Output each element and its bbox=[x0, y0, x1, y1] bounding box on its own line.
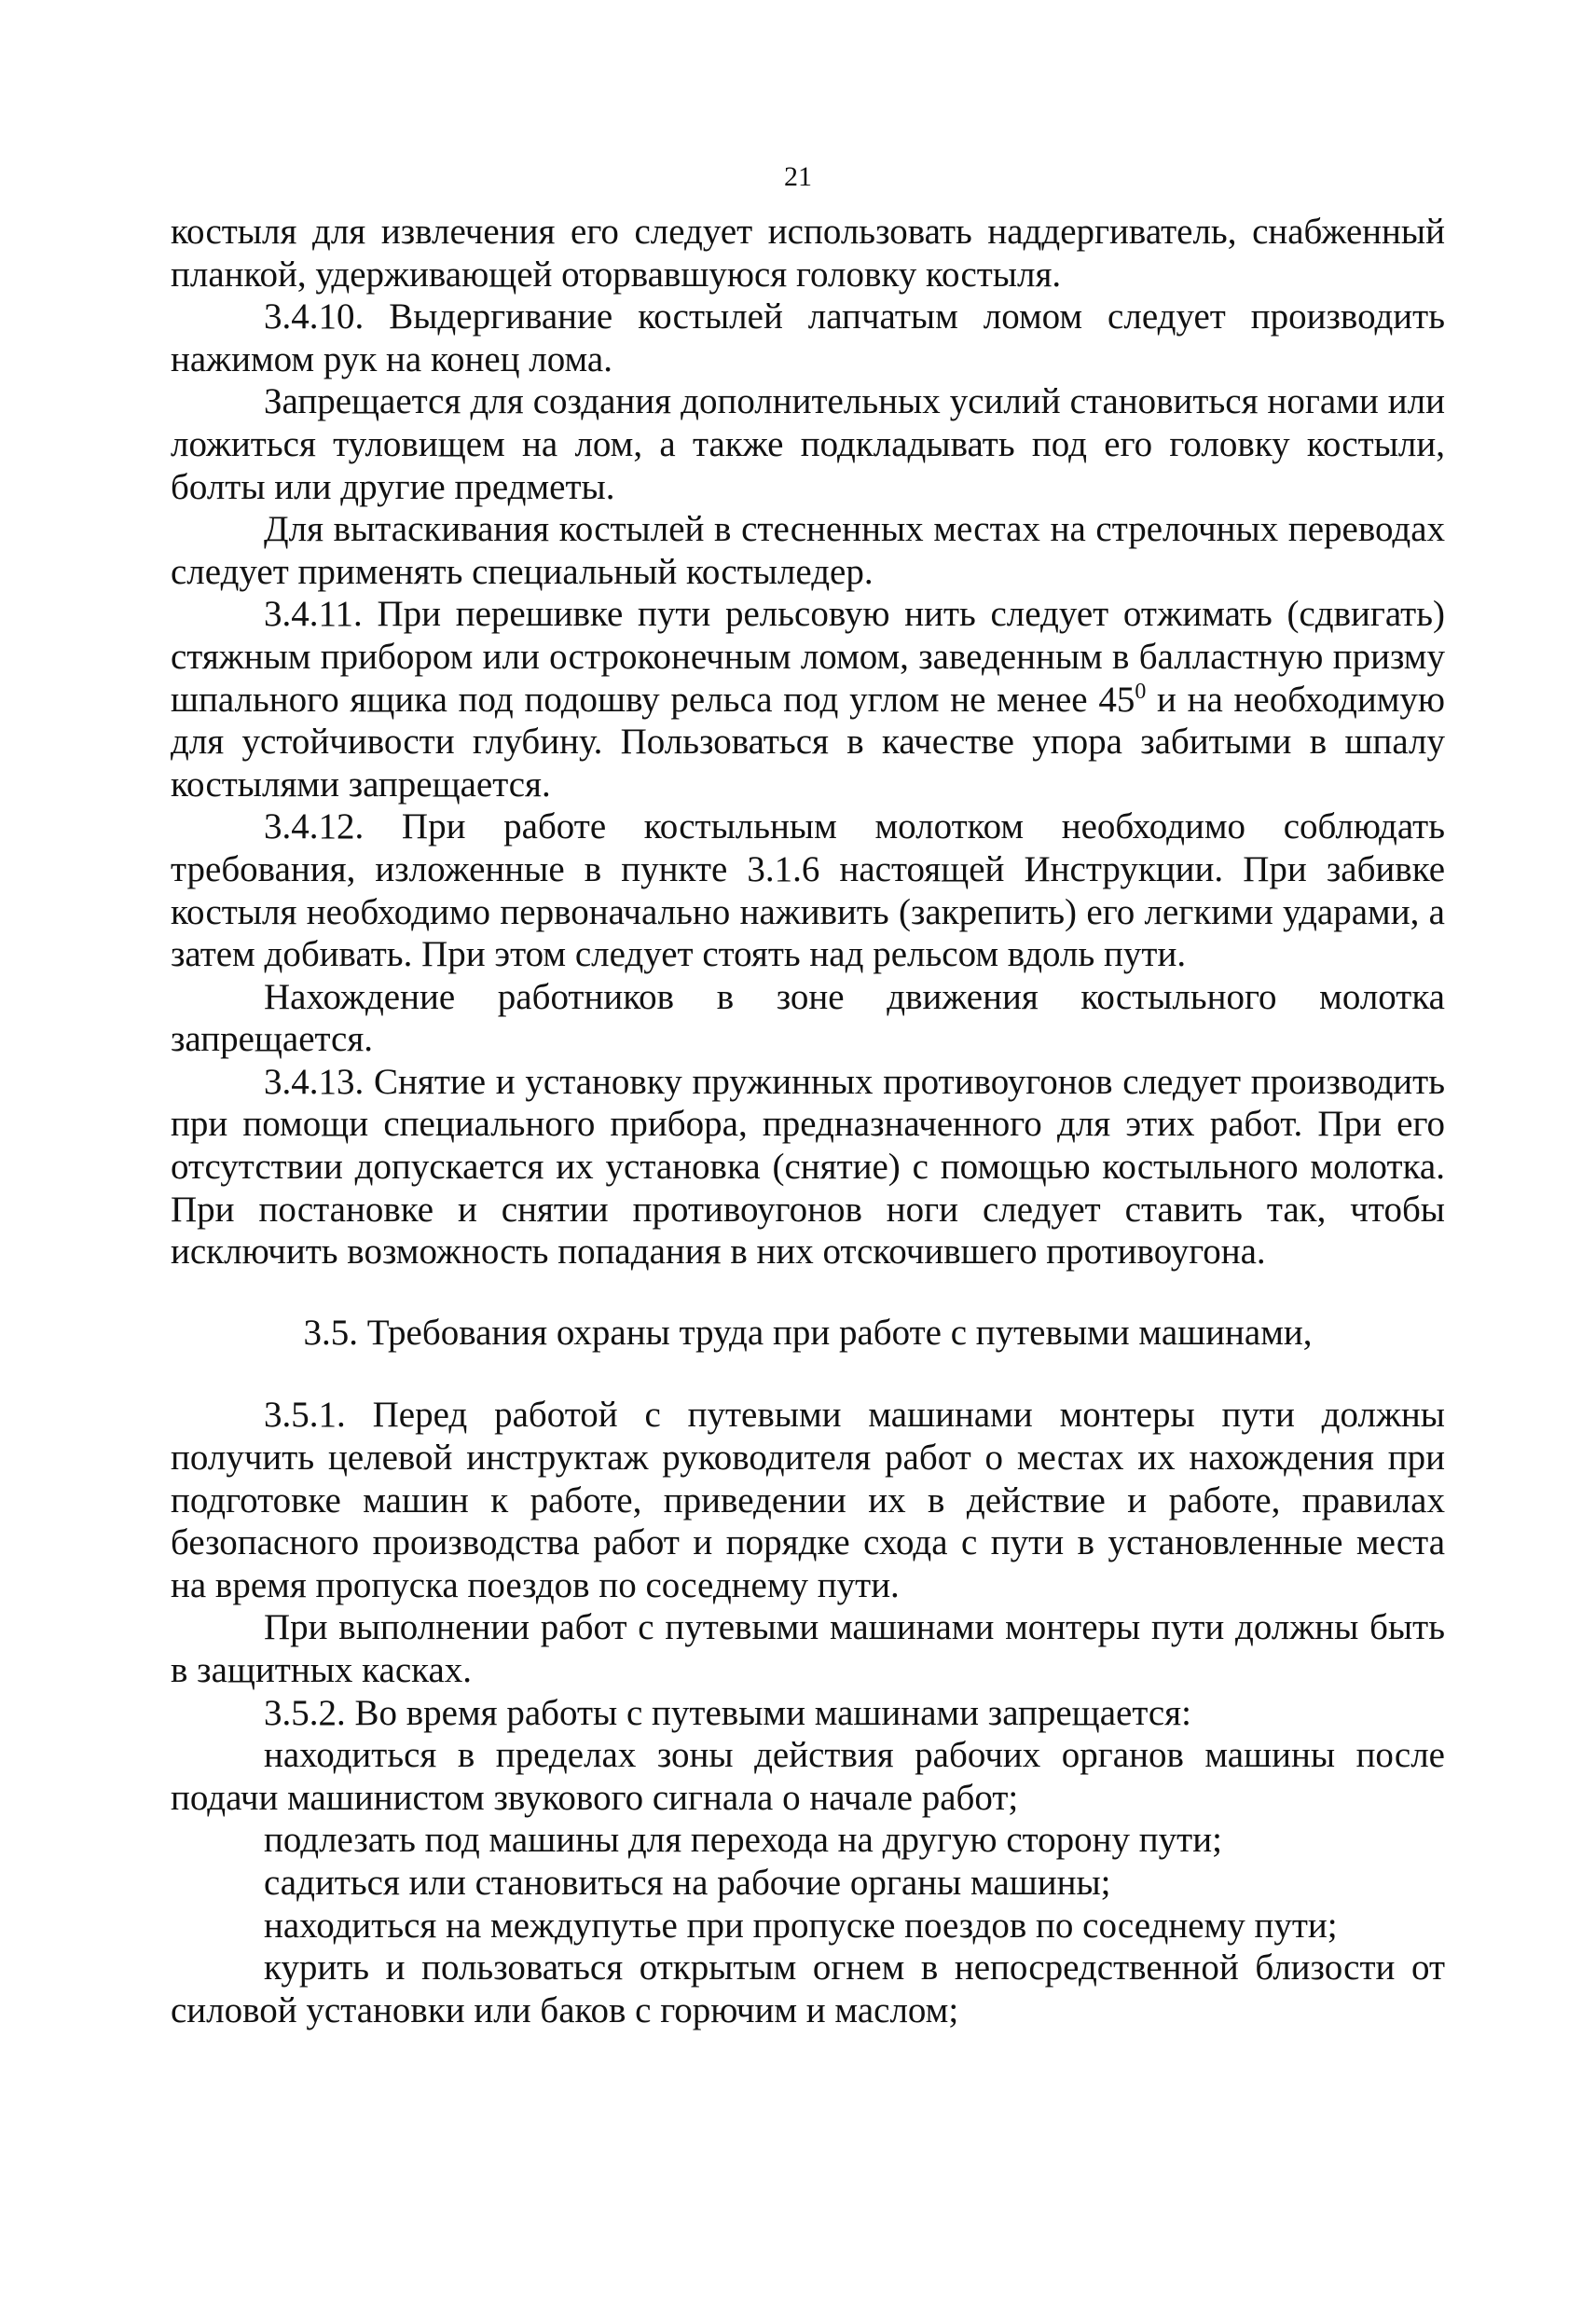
degree-superscript: 0 bbox=[1135, 679, 1147, 704]
list-item-smoking: курить и пользоваться открытым огнем в непосредственной близости от силовой установки или баков с горючим и маслом; bbox=[171, 1947, 1445, 2030]
paragraph-3-5-2: 3.5.2. Во время работы с путевыми машинами запрещается: bbox=[264, 1692, 1191, 1733]
paragraph-spike-puller: Для вытаскивания костылей в стесненных местах на стрелочных переводах следует применять специальный костыледер. bbox=[171, 509, 1445, 592]
list-item-sit-on-organs: садиться или становиться на рабочие органы машины; bbox=[264, 1862, 1111, 1903]
list-item-work-zone: находиться в пределах зоны действия рабочих органов машины после подачи машинистом звукового сигнала о начале работ; bbox=[171, 1735, 1445, 1818]
document-body bbox=[171, 211, 1445, 2031]
paragraph-helmets: При выполнении работ с путевыми машинами монтеры пути должны быть в защитных касках. bbox=[171, 1607, 1445, 1690]
paragraph-3-4-11 bbox=[171, 593, 1445, 805]
paragraph-3-4-13: 3.4.13. Снятие и установку пружинных противоугонов следует производить при помощи специального прибора, предназначенного для этих работ. При его отсутствии допускается их установка (снятие) с помощью костыльного молотка. При постановке и снятии противоугонов ноги следует ставить так, чтобы исключить возможность попадания в них отскочившего противоугона. bbox=[171, 1061, 1445, 1273]
list-item-crawl-under: подлезать под машины для перехода на другую сторону пути; bbox=[264, 1820, 1222, 1861]
paragraph-3-4-11-part-2: и на необходимую для устойчивости глубину. Пользоваться в качестве упора забитыми в шпалу костылями запрещается. bbox=[171, 679, 1446, 805]
list-item-between-tracks: находиться на междупутье при пропуске поездов по соседнему пути; bbox=[264, 1905, 1338, 1946]
paragraph-3-4-10: 3.4.10. Выдергивание костылей лапчатым ломом следует производить нажимом рук на конец лома. bbox=[171, 296, 1445, 379]
paragraph-3-4-12: 3.4.12. При работе костыльным молотком необходимо соблюдать требования, изложенные в пункте 3.1.6 настоящей Инструкции. При забивке костыля необходимо первоначально наживить (закрепить) его легкими ударами, а затем добивать. При этом следует стоять над рельсом вдоль пути. bbox=[171, 806, 1445, 975]
paragraph-prohibition-lever: Запрещается для создания дополнительных усилий становиться ногами или ложиться туловищем на лом, а также подкладывать под его головку костыли, болты или другие предметы. bbox=[171, 381, 1445, 507]
section-heading-3-5: 3.5. Требования охраны труда при работе с путевыми машинами, bbox=[303, 1312, 1313, 1353]
paragraph-3-5-1: 3.5.1. Перед работой с путевыми машинами монтеры пути должны получить целевой инструктаж руководителя работ о местах их нахождения при подготовке машин к работе, приведении их в действие и работе, правилах безопасного производства работ и порядке схода с пути в установленные места на время пропуска поездов по соседнему пути. bbox=[171, 1395, 1445, 1605]
page-number: 21 bbox=[784, 161, 812, 192]
paragraph-3-4-11-part-1: 3.4.11. При перешивке пути рельсовую нить следует отжимать (сдвигать) стяжным прибором или остроконечным ломом, заведенным в балластную призму шпального ящика под подошву рельса под углом не менее 45 bbox=[171, 594, 1445, 720]
paragraph-hammer-zone: Нахождение работников в зоне движения костыльного молотка запрещается. bbox=[171, 976, 1445, 1060]
paragraph-continuation: костыля для извлечения его следует использовать наддергиватель, снабженный планкой, удерживающей оторвавшуюся головку костыля. bbox=[171, 212, 1445, 295]
